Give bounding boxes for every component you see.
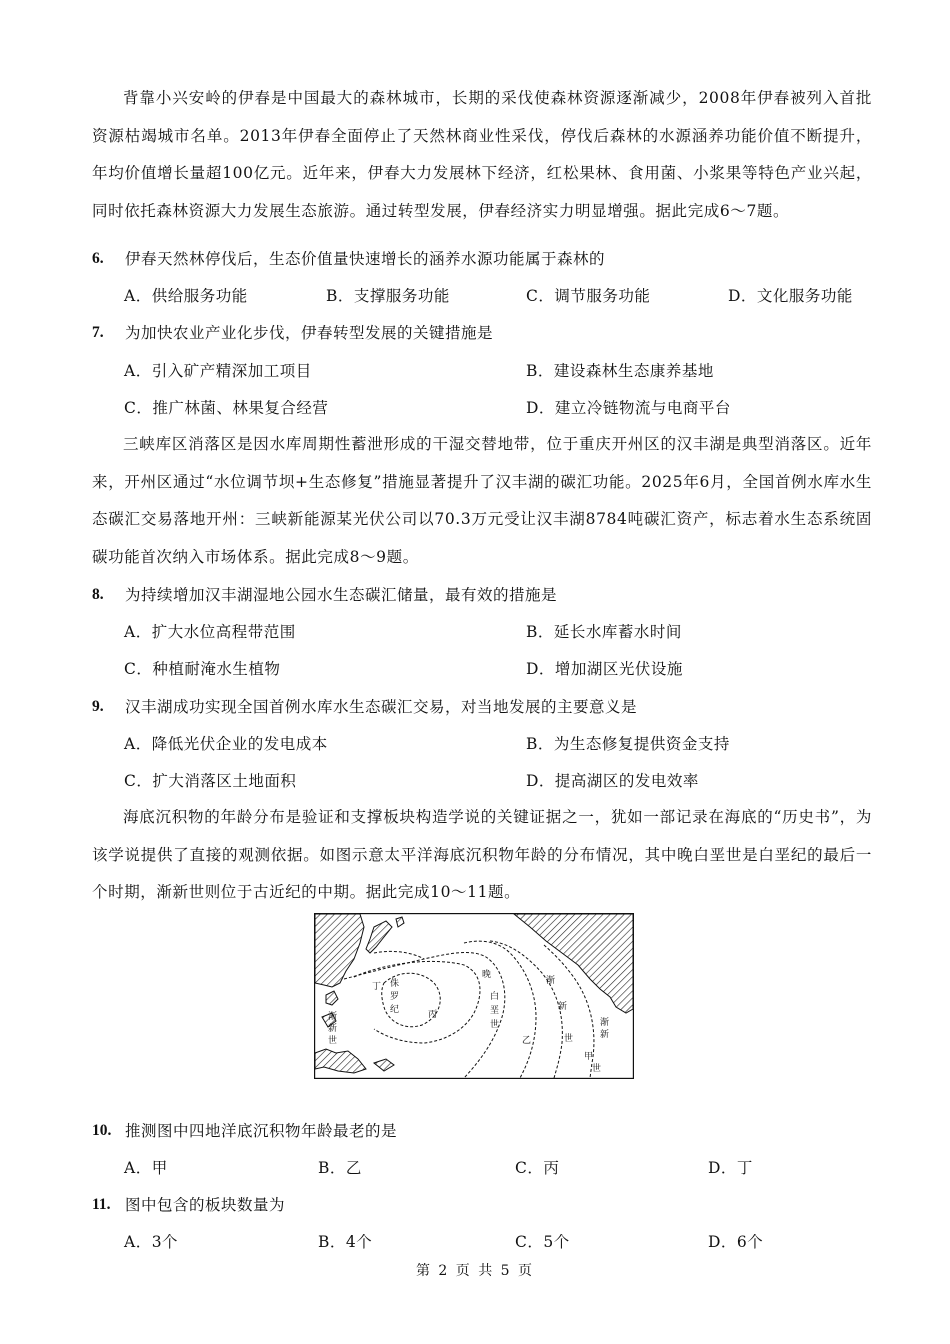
passage-yichun: 背靠小兴安岭的伊春是中国最大的森林城市，长期的采伐使森林资源逐渐减少，2008年伊春被列入首批资源枯竭城市名单。2013年伊春全面停止了天然林商业性采伐，停伐后森林的水源涵养功能价值不断提升，年均价值增长量超100亿元。近年来，伊春大力发展林下经济，红松果林、食用菌、小浆果等特色产业兴起，同时依托森林资源大力发展生态旅游。通过转型发展，伊春经济实力明显增强。据此完成6～7题。 (92, 89, 872, 220)
option-a[interactable]: A．降低光伏企业的发电成本 (124, 735, 328, 753)
map-label: 垩 (490, 1006, 500, 1016)
map-label: 罗 (390, 992, 400, 1002)
option-c[interactable]: C．推广林菌、林果复合经营 (124, 399, 329, 417)
option-b[interactable]: B．支撑服务功能 (326, 287, 450, 305)
question-number: 10. (92, 1122, 112, 1139)
question-number: 9. (92, 698, 104, 715)
map-label: 新 (558, 1002, 568, 1012)
option-d[interactable]: D．文化服务功能 (728, 287, 853, 305)
option-c[interactable]: C．种植耐淹水生植物 (124, 660, 281, 678)
question-number: 6. (92, 250, 104, 267)
question-7 (92, 318, 872, 348)
map-label: 渐 (600, 1018, 610, 1028)
option-d[interactable]: D．丁 (708, 1159, 753, 1177)
map-label: 世 (592, 1064, 602, 1074)
map-label: 世 (564, 1034, 574, 1044)
question-6 (92, 244, 872, 274)
question-10 (92, 1116, 872, 1146)
page-footer: 第 2 页 共 5 页 (415, 1263, 535, 1279)
map-label: 世 (490, 1020, 500, 1030)
map-label: 世 (328, 1036, 338, 1046)
map-label: 纪 (390, 1005, 400, 1015)
map-label: 渐 (328, 1012, 338, 1022)
question-stem: 为加快农业产业化步伐，伊春转型发展的关键措施是 (125, 324, 494, 342)
question-number: 7. (92, 324, 104, 341)
option-b[interactable]: B．4个 (318, 1233, 373, 1251)
option-b[interactable]: B．延长水库蓄水时间 (526, 623, 682, 641)
map-label: 晚 (482, 970, 492, 980)
option-d[interactable]: D．增加湖区光伏设施 (526, 660, 683, 678)
pacific-sediment-age-map (314, 913, 634, 1079)
option-d[interactable]: D．建立冷链物流与电商平台 (526, 399, 731, 417)
map-label-jia: 甲 (584, 1052, 594, 1062)
question-9 (92, 692, 872, 722)
map-label: 侏 (390, 979, 400, 989)
passage-seafloor-sediment: 海底沉积物的年龄分布是验证和支撑板块构造学说的关键证据之一，犹如一部记录在海底的“历史书”，为该学说提供了直接的观测依据。如图示意太平洋海底沉积物年龄的分布情况，其中晚白垩世是白垩纪的最后一个时期，渐新世则位于古近纪的中期。据此完成10～11题。 (92, 808, 872, 901)
map-label: 白 (490, 992, 500, 1002)
question-stem: 为持续增加汉丰湖湿地公园水生态碳汇储量，最有效的措施是 (125, 586, 558, 604)
option-a[interactable]: A．甲 (124, 1159, 168, 1177)
option-a[interactable]: A．扩大水位高程带范围 (124, 623, 296, 641)
option-b[interactable]: B．为生态修复提供资金支持 (526, 735, 730, 753)
passage-hanfeng-lake: 三峡库区消落区是因水库周期性蓄泄形成的干湿交替地带，位于重庆开州区的汉丰湖是典型消落区。近年来，开州区通过“水位调节坝+生态修复”措施显著提升了汉丰湖的碳汇功能。2025年6月，全国首例水库水生态碳汇交易落地开州：三峡新能源某光伏公司以70.3万元受让汉丰湖8784吨碳汇资产，标志着水生态系统固碳功能首次纳入市场体系。据此完成8～9题。 (92, 435, 872, 566)
option-d[interactable]: D．6个 (708, 1233, 764, 1251)
map-label-yi: 乙 (522, 1036, 532, 1046)
map-label-bing: 丙 (428, 1010, 438, 1020)
map-label-ding: 丁 (372, 982, 382, 992)
option-b[interactable]: B．建设森林生态康养基地 (526, 362, 714, 380)
question-stem: 汉丰湖成功实现全国首例水库水生态碳汇交易，对当地发展的主要意义是 (125, 698, 638, 716)
map-label: 渐 (546, 976, 556, 986)
question-stem: 图中包含的板块数量为 (125, 1196, 286, 1214)
option-c[interactable]: C．扩大消落区土地面积 (124, 772, 297, 790)
map-label: 新 (600, 1030, 610, 1040)
question-8 (92, 580, 872, 610)
question-11 (92, 1190, 872, 1220)
option-c[interactable]: C．调节服务功能 (526, 287, 651, 305)
option-c[interactable]: C．5个 (515, 1233, 570, 1251)
question-stem: 推测图中四地洋底沉积物年龄最老的是 (125, 1122, 398, 1140)
question-number: 11. (92, 1196, 111, 1213)
option-b[interactable]: B．乙 (318, 1159, 362, 1177)
question-stem: 伊春天然林停伐后，生态价值量快速增长的涵养水源功能属于森林的 (125, 250, 606, 268)
map-label: 新 (328, 1024, 338, 1034)
option-a[interactable]: A．引入矿产精深加工项目 (124, 362, 312, 380)
option-c[interactable]: C．丙 (515, 1159, 560, 1177)
option-a[interactable]: A．供给服务功能 (124, 287, 248, 305)
question-number: 8. (92, 586, 104, 603)
option-a[interactable]: A．3个 (124, 1233, 179, 1251)
option-d[interactable]: D．提高湖区的发电效率 (526, 772, 699, 790)
